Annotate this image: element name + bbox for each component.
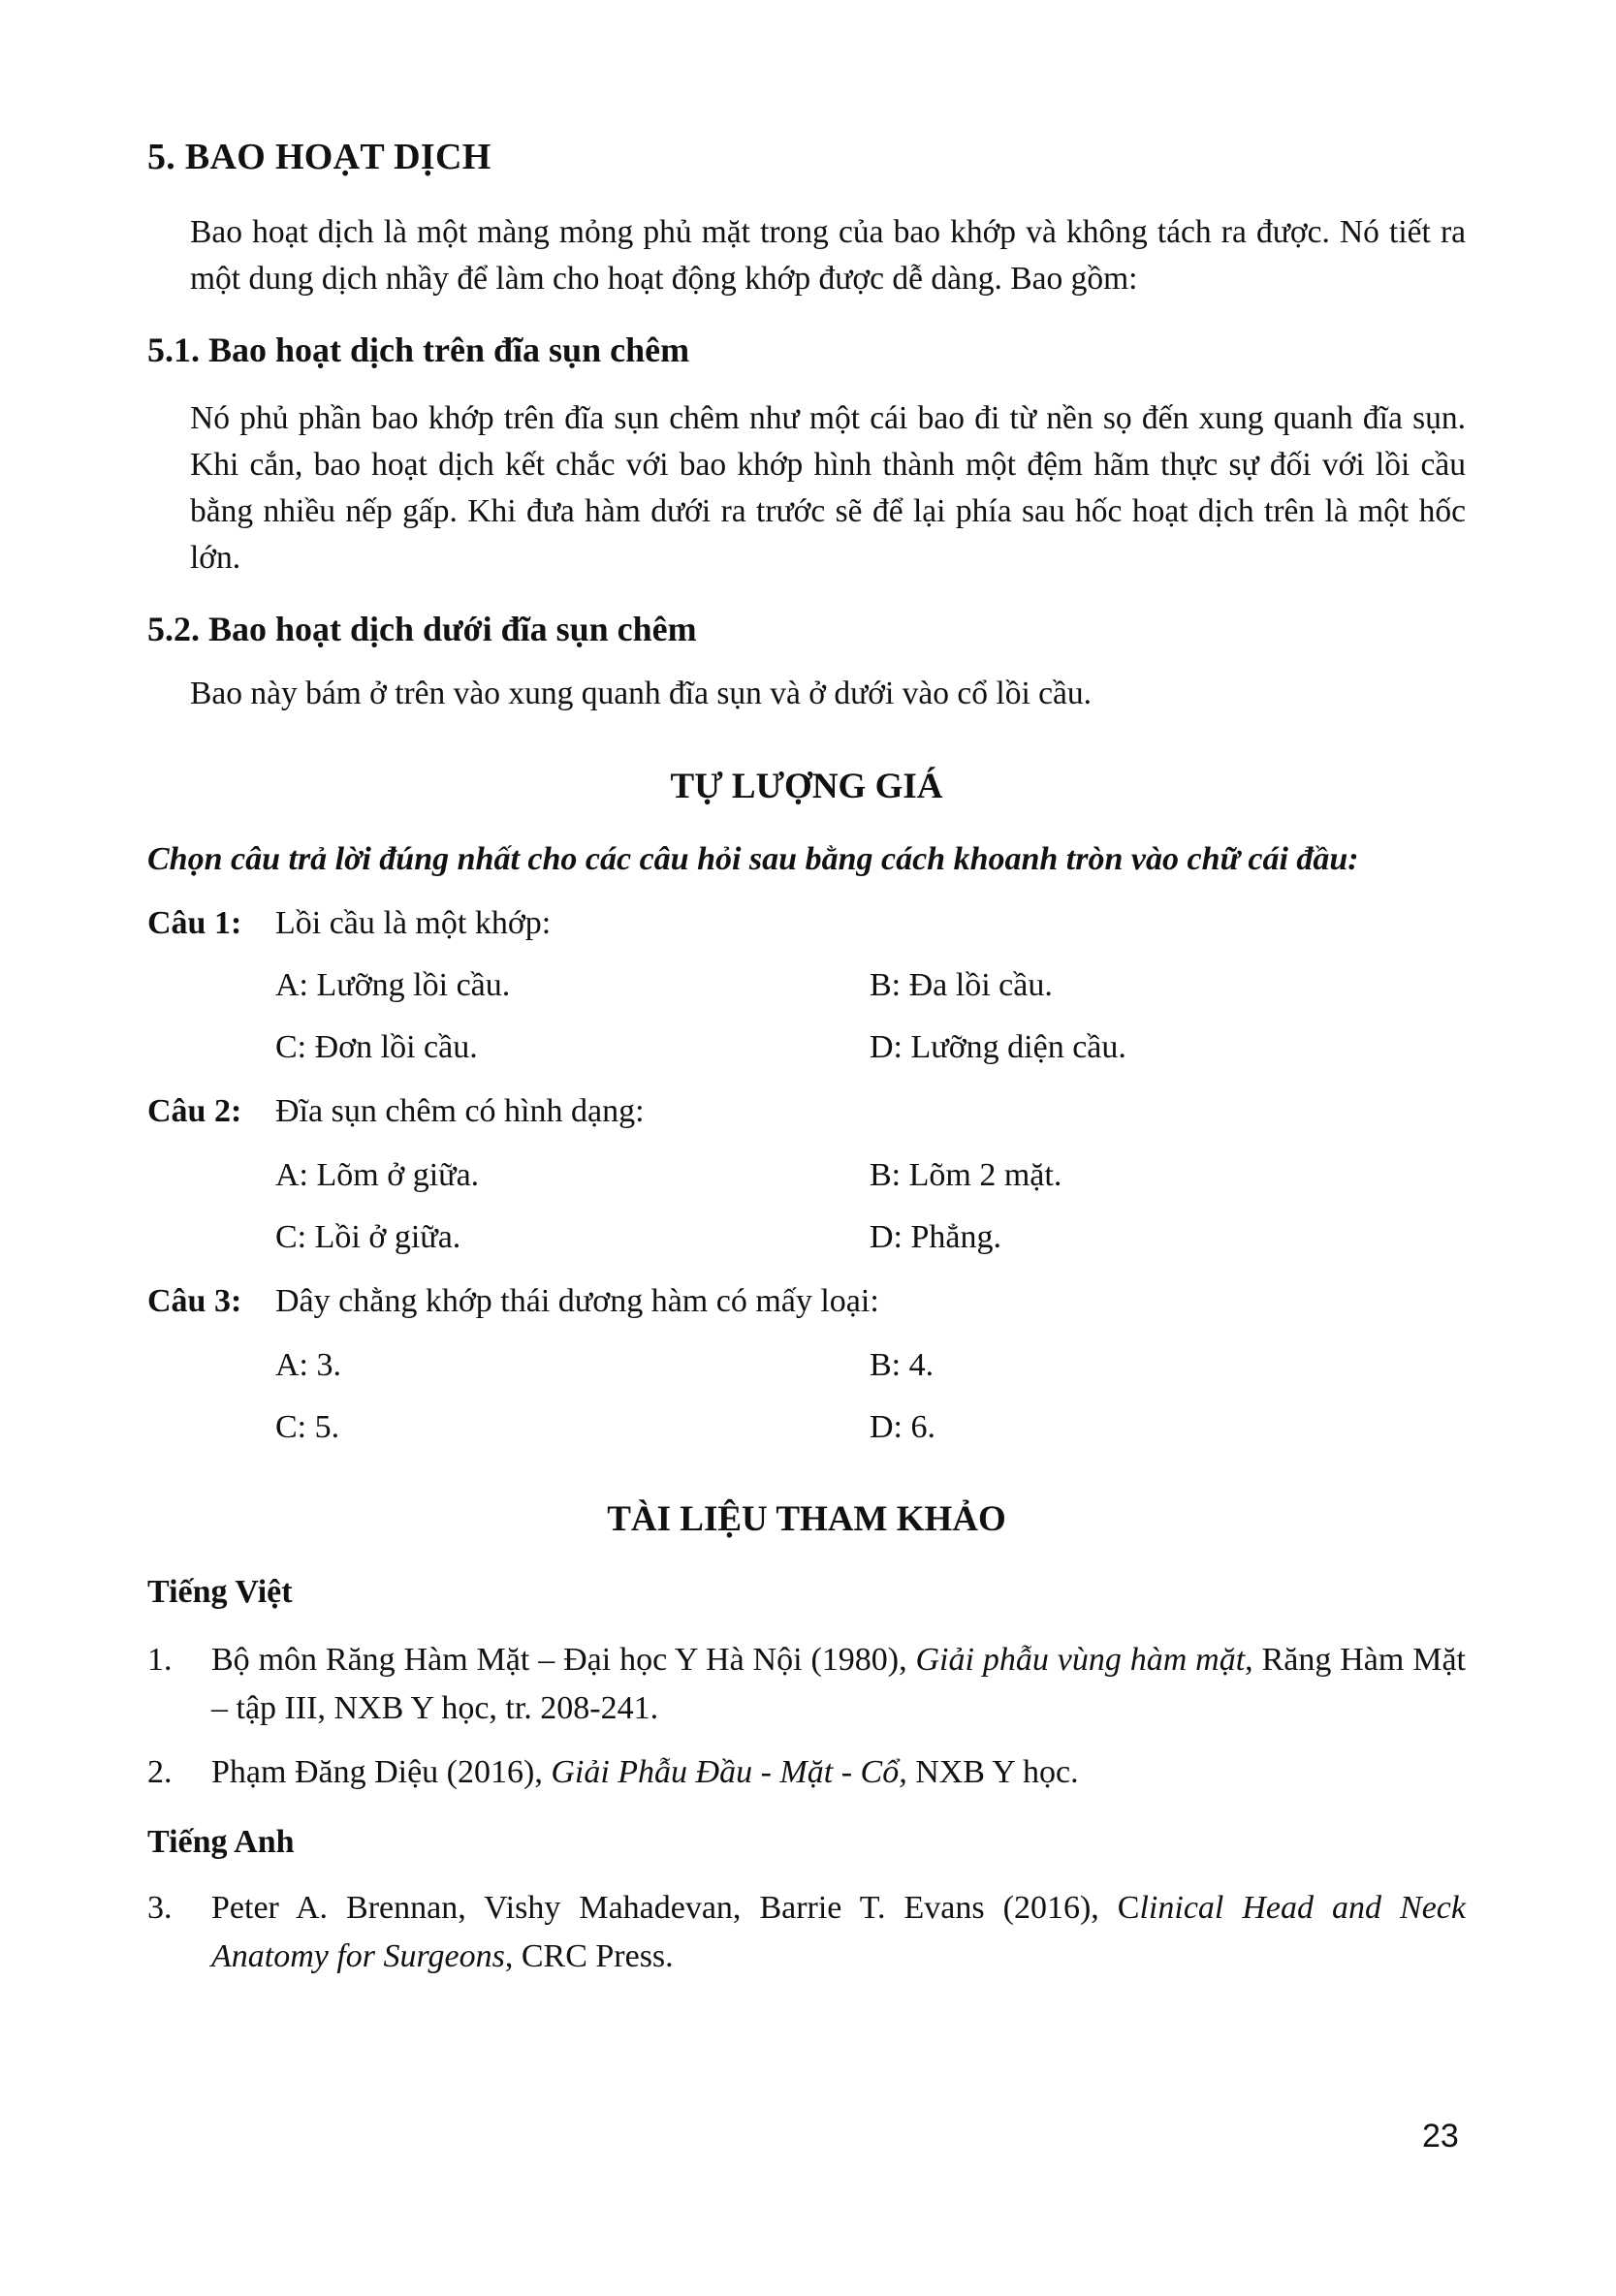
question-1-option-b[interactable]: B: Đa lồi cầu.: [870, 967, 1053, 1003]
question-2-option-a[interactable]: A: Lõm ở giữa.: [275, 1157, 480, 1193]
question-2-option-d[interactable]: D: Phẳng.: [870, 1219, 1001, 1255]
question-1-text: Lồi cầu là một khớp:: [275, 905, 552, 941]
question-2-option-b[interactable]: B: Lõm 2 mặt.: [870, 1157, 1062, 1193]
question-2-option-c[interactable]: C: Lồi ở giữa.: [275, 1219, 461, 1255]
reference-1-number: 1.: [147, 1642, 173, 1678]
question-3-option-a[interactable]: A: 3.: [275, 1347, 341, 1383]
references-vietnamese-heading: Tiếng Việt: [147, 1574, 293, 1610]
question-3-option-b[interactable]: B: 4.: [870, 1347, 935, 1383]
section-5-1-heading: 5.1. Bao hoạt dịch trên đĩa sụn chêm: [147, 330, 690, 369]
reference-3-number: 3.: [147, 1890, 173, 1926]
question-1-option-d[interactable]: D: Lưỡng diện cầu.: [870, 1029, 1126, 1065]
reference-3-publisher: , CRC Press.: [504, 1938, 674, 1974]
question-3-option-d[interactable]: D: 6.: [870, 1409, 935, 1445]
reference-2-text: [211, 1748, 1466, 1797]
question-3-option-c[interactable]: C: 5.: [275, 1409, 340, 1445]
section-5-heading: 5. BAO HOẠT DỊCH: [147, 137, 491, 177]
quiz-title: TỰ LƯỢNG GIÁ: [670, 767, 943, 806]
reference-3-title: linical Head and Neck Anatomy for Surgeons: [211, 1890, 1466, 1974]
references-title: TÀI LIỆU THAM KHẢO: [607, 1499, 1006, 1539]
question-3-label: Câu 3:: [147, 1283, 242, 1319]
references-english-heading: Tiếng Anh: [147, 1824, 295, 1860]
section-5-1-body: Nó phủ phần bao khớp trên đĩa sụn chêm như một cái bao đi từ nền sọ đến xung quanh đĩa sụn. Khi cắn, bao hoạt dịch kết chắc với bao khớp hình thành một đệm hãm thực sự đối với lồi cầu bằng nhiều nếp gấp. Khi đưa hàm dưới ra trước sẽ để lại phía sau hốc hoạt dịch trên là một hốc lớn.: [190, 400, 1466, 576]
reference-2-title: Giải Phẫu Đầu - Mặt - Cổ,: [551, 1754, 907, 1790]
question-2-label: Câu 2:: [147, 1093, 242, 1129]
reference-1-text: [211, 1636, 1466, 1733]
question-1-label: Câu 1:: [147, 905, 242, 941]
section-5-2-heading: 5.2. Bao hoạt dịch dưới đĩa sụn chêm: [147, 610, 697, 648]
question-1-option-a[interactable]: A: Lưỡng lồi cầu.: [275, 967, 511, 1003]
reference-1-authors: Bộ môn Răng Hàm Mặt – Đại học Y Hà Nội (1980),: [211, 1642, 916, 1678]
quiz-instruction: Chọn câu trả lời đúng nhất cho các câu hỏi sau bằng cách khoanh tròn vào chữ cái đầu:: [147, 841, 1359, 877]
question-3-text: Dây chằng khớp thái dương hàm có mấy loại:: [275, 1283, 879, 1319]
section-5-2-body: Bao này bám ở trên vào xung quanh đĩa sụn và ở dưới vào cổ lồi cầu.: [190, 676, 1092, 711]
page-number: 23: [1422, 2118, 1459, 2154]
reference-1-title: Giải phẫu vùng hàm mặt: [915, 1642, 1246, 1678]
reference-1-publisher: , Răng Hàm Mặt – tập III, NXB Y học, tr. 208-241.: [211, 1642, 1466, 1726]
reference-2-publisher: NXB Y học.: [906, 1754, 1079, 1790]
reference-3-authors: Peter A. Brennan, Vishy Mahadevan, Barrie T. Evans (2016), C: [211, 1890, 1140, 1926]
reference-2-number: 2.: [147, 1754, 173, 1790]
reference-2-authors: Phạm Đăng Diệu (2016),: [211, 1754, 552, 1790]
question-2-text: Đĩa sụn chêm có hình dạng:: [275, 1093, 645, 1129]
question-1-option-c[interactable]: C: Đơn lồi cầu.: [275, 1029, 478, 1065]
reference-3-text: [211, 1884, 1466, 1981]
section-5-intro: Bao hoạt dịch là một màng mỏng phủ mặt trong của bao khớp và không tách ra được. Nó tiết ra một dung dịch nhầy để làm cho hoạt động khớp được dễ dàng. Bao gồm:: [190, 214, 1466, 297]
